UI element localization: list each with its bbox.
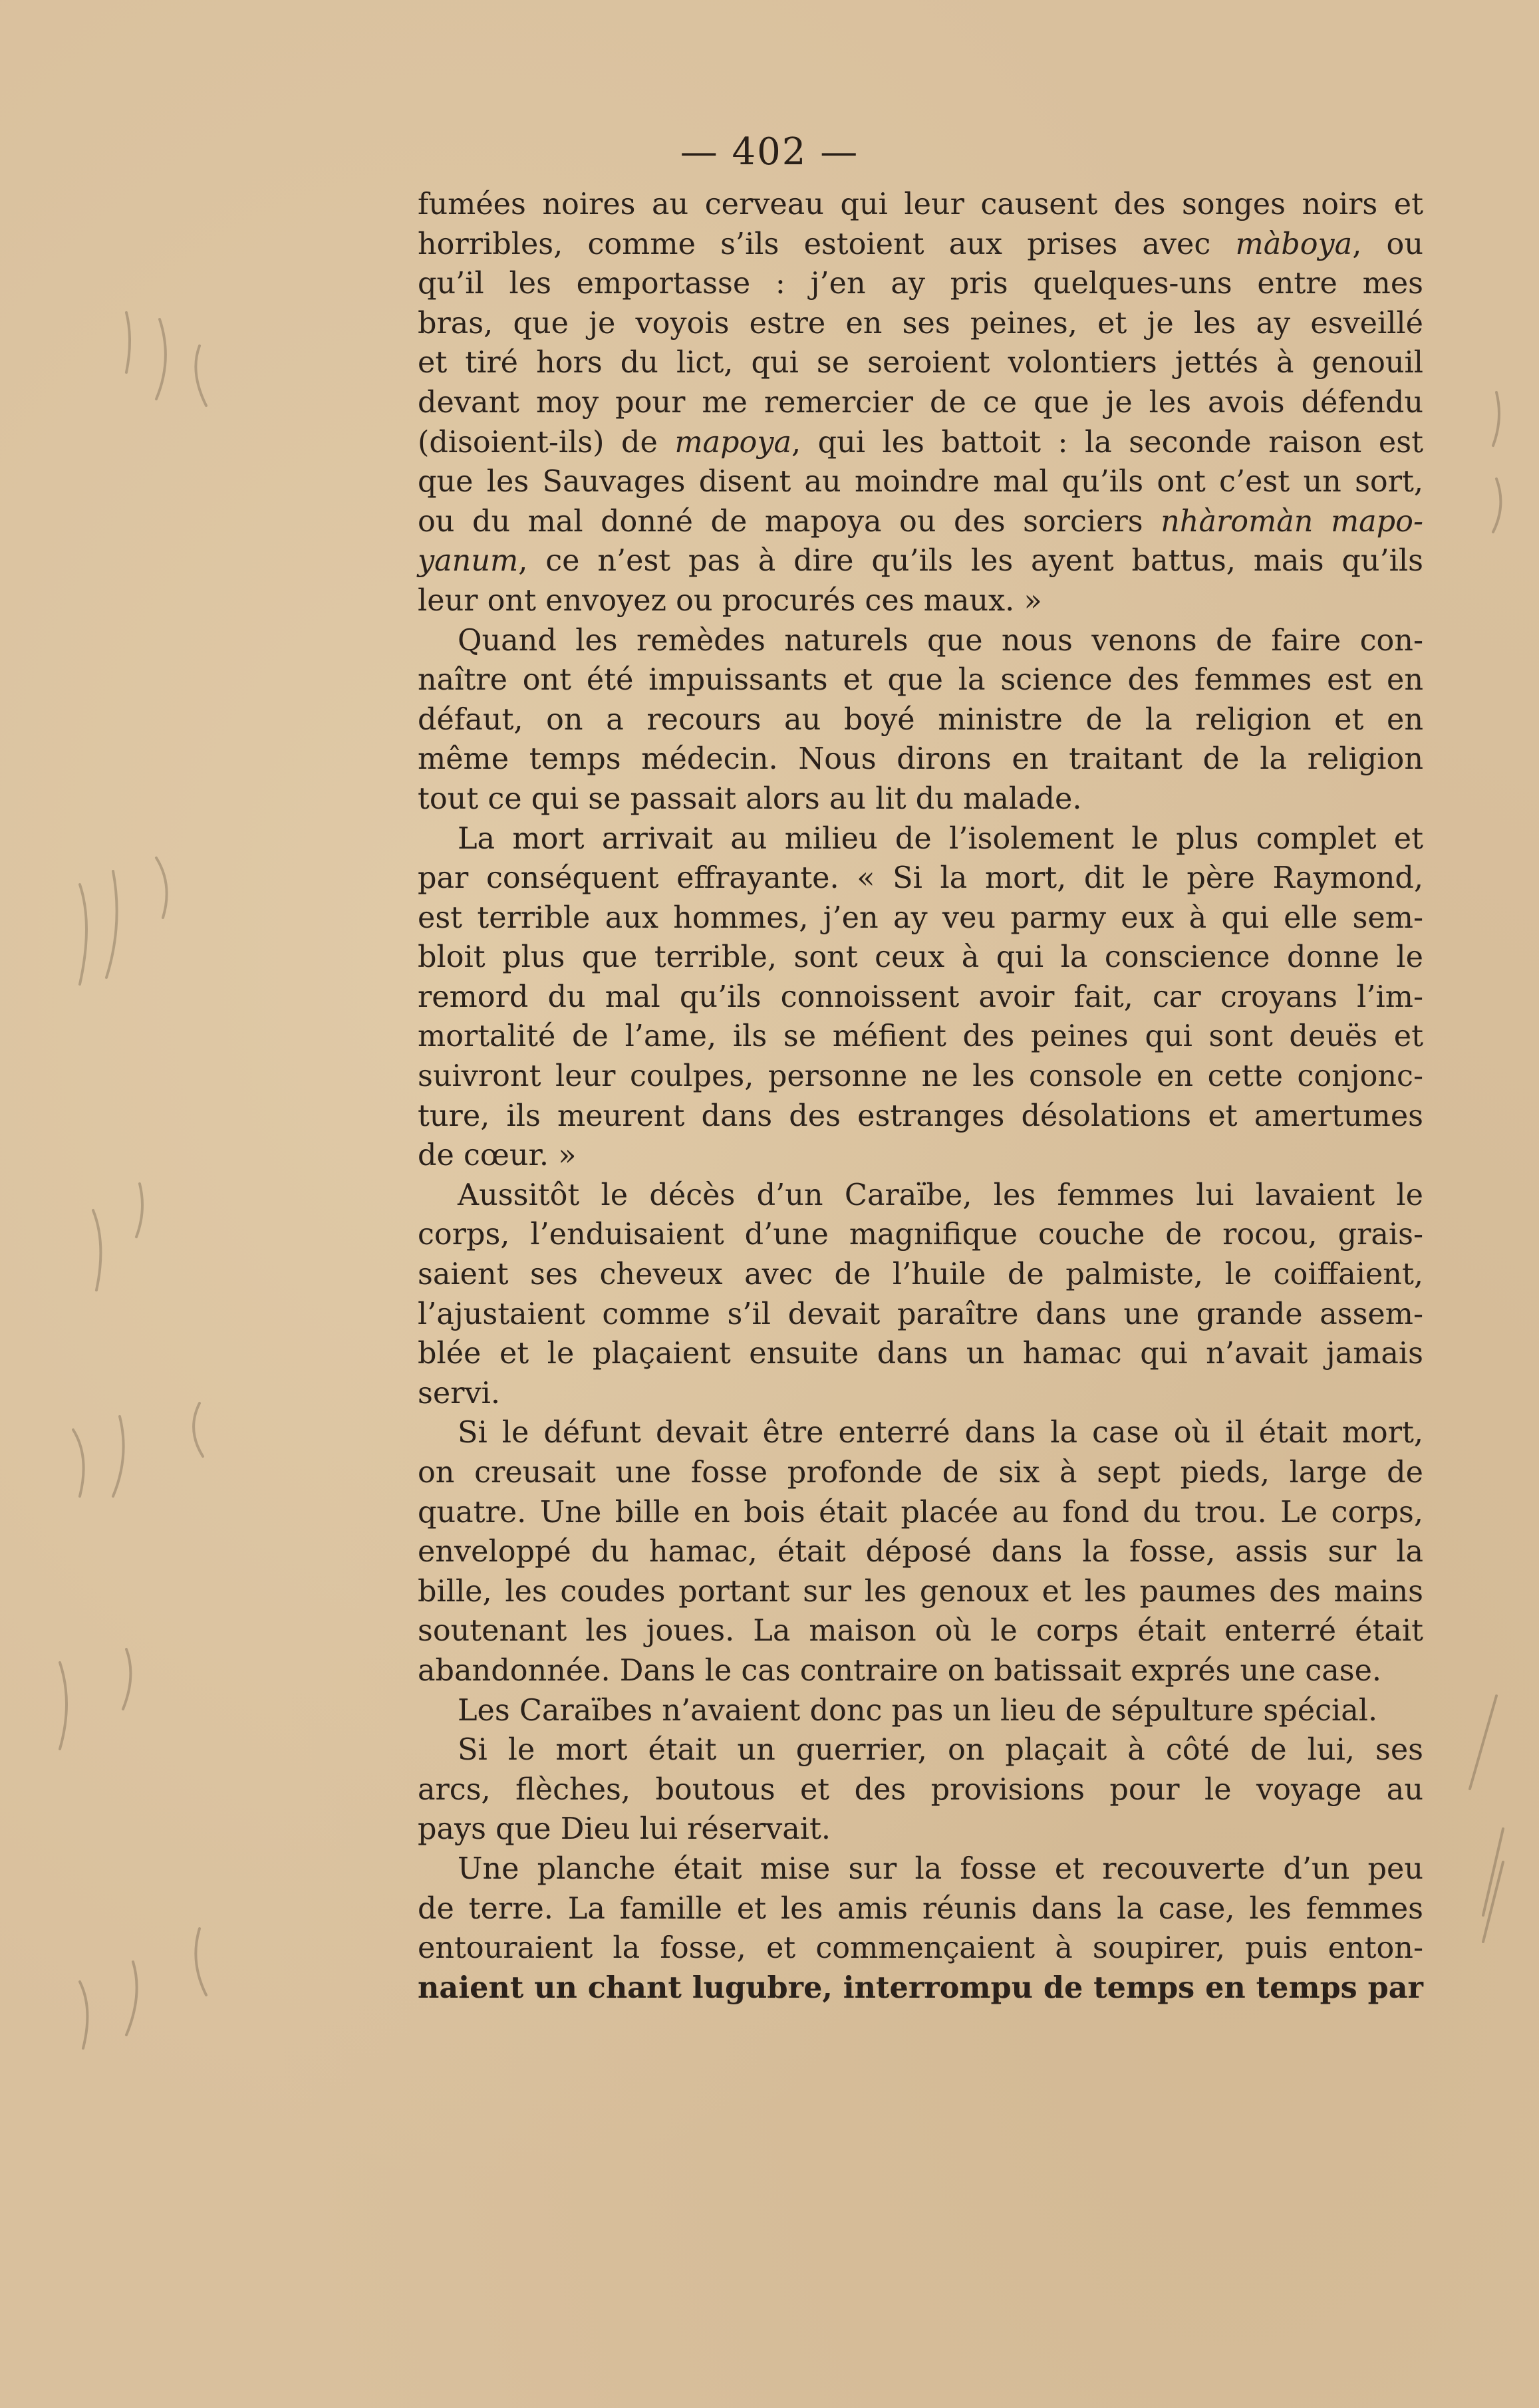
text-run: même temps médecin. Nous dirons en traitant de la religion bbox=[418, 742, 1423, 777]
text-run: par conséquent effrayante. « Si la mort, dit le père Raymond, bbox=[418, 861, 1423, 896]
text-line bbox=[418, 779, 1423, 819]
text-line bbox=[418, 1849, 1423, 1889]
text-run: remord du mal qu’ils connoissent avoir fait, car croyans l’im- bbox=[418, 980, 1423, 1014]
text-line bbox=[418, 660, 1423, 700]
text-run: mortalité de l’ame, ils se méfient des peines qui sont deuës et bbox=[418, 1019, 1423, 1054]
text-run: abandonnée. Dans le cas contraire on batissait exprés une case. bbox=[418, 1653, 1382, 1688]
text-line bbox=[418, 264, 1423, 304]
text-run: est terrible aux hommes, j’en ay veu parmy eux à qui elle sem- bbox=[418, 900, 1423, 935]
text-line bbox=[418, 1493, 1423, 1533]
text-line bbox=[418, 185, 1423, 225]
text-run: corps, l’enduisaient d’une magnifique couche de rocou, grais- bbox=[418, 1218, 1423, 1252]
text-line bbox=[418, 423, 1423, 463]
text-line bbox=[418, 1017, 1423, 1057]
text-run: La mort arrivait au milieu de l’isolement le plus complet et bbox=[458, 821, 1423, 856]
text-run: défaut, on a recours au boyé ministre de la religion et en bbox=[418, 702, 1423, 737]
text-line bbox=[418, 1929, 1423, 1968]
text-run: Les Caraïbes n’avaient donc pas un lieu de sépulture spécial. bbox=[458, 1693, 1378, 1728]
text-line bbox=[418, 819, 1423, 859]
text-run: que les Sauvages disent au moindre mal qu’ils ont c’est un sort, bbox=[418, 465, 1423, 499]
body-text bbox=[418, 185, 1423, 2008]
text-run: horribles, comme s’ils estoient aux prises avec bbox=[418, 227, 1236, 261]
italic-term: nhàromàn mapo- bbox=[1161, 504, 1423, 539]
text-run: fumées noires au cerveau qui leur causent des songes noirs et bbox=[418, 188, 1423, 221]
text-run: de terre. La famille et les amis réunis dans la case, les femmes bbox=[418, 1891, 1423, 1926]
text-line bbox=[418, 1770, 1423, 1810]
text-line bbox=[418, 859, 1423, 898]
text-line bbox=[418, 1691, 1423, 1731]
text-run: l’ajustaient comme s’il devait paraître dans une grande assem- bbox=[418, 1297, 1423, 1331]
text-line bbox=[418, 1572, 1423, 1612]
text-run: saient ses cheveux avec de l’huile de palmiste, le coiffaient, bbox=[418, 1258, 1423, 1292]
text-run: , ou bbox=[1352, 227, 1423, 261]
text-line bbox=[418, 1215, 1423, 1255]
text-run: on creusait une fosse profonde de six à sept pieds, large de bbox=[418, 1456, 1423, 1490]
text-line bbox=[418, 1097, 1423, 1137]
text-run: leur ont envoyez ou procurés ces maux. » bbox=[418, 583, 1042, 618]
text-line bbox=[418, 1413, 1423, 1453]
text-line bbox=[418, 1057, 1423, 1097]
text-line bbox=[418, 978, 1423, 1017]
text-line bbox=[418, 462, 1423, 502]
text-run: Aussitôt le décès d’un Caraïbe, les femmes lui lavaient le bbox=[458, 1178, 1423, 1212]
text-run: naître ont été impuissants et que la science des femmes est en bbox=[418, 663, 1423, 698]
text-line bbox=[418, 1730, 1423, 1770]
text-line bbox=[418, 502, 1423, 542]
italic-term: mapoya bbox=[674, 425, 791, 460]
text-line bbox=[418, 1532, 1423, 1572]
text-run: Si le défunt devait être enterré dans la case où il était mort, bbox=[458, 1416, 1423, 1450]
text-run: ture, ils meurent dans des estranges désolations et amertumes bbox=[418, 1099, 1423, 1133]
text-run: pays que Dieu lui réservait. bbox=[418, 1812, 831, 1847]
text-run: servi. bbox=[418, 1376, 500, 1410]
text-run: bille, les coudes portant sur les genoux et les paumes des mains bbox=[418, 1574, 1423, 1609]
text-line bbox=[418, 581, 1423, 621]
text-line bbox=[418, 1453, 1423, 1493]
text-line bbox=[418, 1334, 1423, 1374]
text-line bbox=[418, 1651, 1423, 1691]
text-run: de cœur. » bbox=[418, 1138, 577, 1173]
text-line bbox=[418, 938, 1423, 978]
page-number: — 402 — bbox=[680, 130, 859, 174]
text-run: Si le mort était un guerrier, on plaçait à côté de lui, ses bbox=[458, 1733, 1423, 1768]
text-run: devant moy pour me remercier de ce que je les avois défendu bbox=[418, 385, 1423, 420]
italic-term: yanum bbox=[418, 544, 519, 579]
text-line bbox=[418, 1611, 1423, 1651]
text-run: ou du mal donné de mapoya ou des sorciers bbox=[418, 504, 1161, 539]
text-line bbox=[418, 225, 1423, 265]
text-run: blée et le plaçaient ensuite dans un hamac qui n’avait jamais bbox=[418, 1337, 1423, 1371]
text-line bbox=[418, 1968, 1423, 2008]
text-run: soutenant les joues. La maison où le corps était enterré était bbox=[418, 1614, 1423, 1649]
text-line bbox=[418, 383, 1423, 423]
text-line bbox=[418, 898, 1423, 938]
text-run: Une planche était mise sur la fosse et recouverte d’un peu bbox=[458, 1851, 1423, 1886]
text-run: , ce n’est pas à dire qu’ils les ayent battus, mais qu’ils bbox=[518, 544, 1423, 579]
text-line bbox=[418, 304, 1423, 344]
text-line bbox=[418, 1295, 1423, 1335]
text-run: , qui les battoit : la seconde raison est bbox=[791, 425, 1423, 460]
text-run: arcs, flèches, boutous et des provisions pour le voyage au bbox=[418, 1772, 1423, 1807]
text-run: enveloppé du hamac, était déposé dans la fosse, assis sur la bbox=[418, 1535, 1423, 1569]
text-line bbox=[418, 541, 1423, 581]
text-run: et tiré hors du lict, qui se seroient volontiers jettés à genouil bbox=[418, 346, 1423, 380]
text-run: suivront leur coulpes, personne ne les console en cette conjonc- bbox=[418, 1059, 1423, 1094]
text-run: naient un chant lugubre, interrompu de temps en temps par bbox=[418, 1970, 1423, 2005]
text-line bbox=[418, 1136, 1423, 1176]
text-run: (disoient-ils) de bbox=[418, 425, 675, 460]
text-line bbox=[418, 1809, 1423, 1849]
text-run: bras, que je voyois estre en ses peines, et je les ay esveillé bbox=[418, 306, 1423, 340]
text-line bbox=[418, 700, 1423, 740]
italic-term: màboya bbox=[1235, 227, 1353, 261]
text-run: bloit plus que terrible, sont ceux à qui la conscience donne le bbox=[418, 940, 1423, 975]
text-run: qu’il les emportasse : j’en ay pris quelques-uns entre mes bbox=[418, 267, 1423, 301]
text-line bbox=[418, 1255, 1423, 1295]
text-line bbox=[418, 739, 1423, 779]
text-run: tout ce qui se passait alors au lit du malade. bbox=[418, 781, 1082, 816]
text-run: entouraient la fosse, et commençaient à soupirer, puis enton- bbox=[418, 1931, 1423, 1966]
text-line bbox=[418, 1889, 1423, 1929]
text-run: Quand les remèdes naturels que nous venons de faire con- bbox=[458, 623, 1423, 658]
text-line bbox=[418, 343, 1423, 383]
text-line bbox=[418, 1374, 1423, 1414]
text-line bbox=[418, 621, 1423, 661]
text-run: quatre. Une bille en bois était placée au fond du trou. Le corps, bbox=[418, 1495, 1423, 1530]
text-line bbox=[418, 1176, 1423, 1216]
